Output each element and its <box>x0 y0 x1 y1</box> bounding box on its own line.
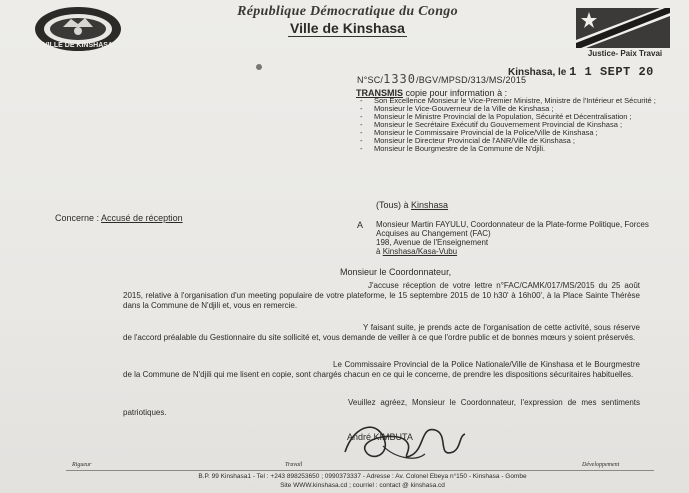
body-paragraph-1: J'accuse réception de votre lettre n°FAC/CAMK/017/MS/2015 du 25 août 2015, relative à l'organisation d'un meeting populaire de votre plateforme, le 15 septembre 2015 de 10 h30' à 16h00', à la Place Sainte Thérèse dans la Commune de N'djili et, vous en remercie. <box>123 281 640 310</box>
list-item: - Monsieur le Ministre Provincial de la Population, Sécurité et Décentralisation ; <box>356 113 656 121</box>
footer-motto-center: Travail <box>285 462 303 468</box>
date-stamp: 1 1 SEPT 20 <box>569 65 654 79</box>
city-title-text: Ville de Kinshasa <box>290 20 405 36</box>
concerne-line <box>55 213 183 223</box>
addressee-a: A <box>357 220 364 230</box>
city-seal-icon <box>33 5 123 53</box>
republic-title: République Démocratique du Congo <box>237 4 458 19</box>
drc-flag-icon <box>576 8 670 48</box>
transmis-text: copie pour information à : <box>405 88 508 98</box>
list-item: - Monsieur le Vice-Gouverneur de la Ville de Kinshasa ; <box>356 105 656 113</box>
list-item: - Monsieur le Commissaire Provincial de la Police/Ville de Kinshasa ; <box>356 129 656 137</box>
body-paragraph-4: Veuillez agréez, Monsieur le Coordonnateur, l'expression de mes sentiments patriotiques. <box>123 398 640 417</box>
list-item: - Monsieur le Bourgmestre de la Commune de N'djili. <box>356 145 656 153</box>
concerne-value: Accusé de réception <box>101 213 183 223</box>
list-item: - Monsieur le Secrétaire Exécutif du Gouvernement Provincial de Kinshasa ; <box>356 121 656 129</box>
footer-web: Site WWW.kinshasa.cd ; courriel : contact @ kinshasa.cd <box>280 482 445 489</box>
salutation: Monsieur le Coordonnateur, <box>340 267 452 277</box>
city-title <box>150 20 545 36</box>
transmis-label: TRANSMIS <box>356 88 403 98</box>
date-place: Kinshasa, le <box>508 67 567 78</box>
recipient-list <box>356 97 656 153</box>
addressee-place: Kinshasa/Kasa-Vubu <box>382 247 458 256</box>
tous-place: Kinshasa <box>411 200 449 210</box>
footer-address: B.P. 99 Kinshasa1 - Tel : +243 898253650 ; 0990373337 - Adresse : Av. Colonel Ebeya n°150 - Kinshasa - Gombe <box>198 473 527 480</box>
recipients-footer <box>376 200 448 210</box>
reference-prefix: N°SC/ <box>357 75 384 85</box>
reference-number: 1330 <box>383 72 417 86</box>
reference-suffix: /BGV/MPSD/313/MS/2015 <box>416 75 527 85</box>
date-line <box>508 65 654 79</box>
addressee-line2: 198, Avenue de l'Enseignement <box>376 238 489 247</box>
addressee-line3: à <box>376 247 381 256</box>
addressee-line1: Monsieur Martin FAYULU, Coordonnateur de la Plate-forme Politique, Forces Acquises au Changement (FAC) <box>376 220 649 238</box>
tous-label: (Tous) à <box>376 200 409 210</box>
body-paragraph-2: Y faisant suite, je prends acte de l'organisation de cette activité, sous réserve de l'accord préalable du Gestionnaire du site sollicité et, vous demande de veiller à ce que l'ordre public et de bonnes mœurs y soient préservés. <box>123 323 640 342</box>
logo-text: VILLE DE KINSHASA <box>42 42 114 49</box>
list-item: - Monsieur le Directeur Provincial de l'ANR/Ville de Kinshasa ; <box>356 137 656 145</box>
list-item: - Son Excellence Monsieur le Vice-Premier Ministre, Ministre de l'Intérieur et Sécurité ; <box>356 97 656 105</box>
addressee-place-line <box>376 247 656 256</box>
reference-line <box>357 72 526 86</box>
footer-divider <box>66 470 654 471</box>
footer-motto-right: Développement <box>582 462 620 468</box>
motto: Justice- Paix Travai <box>587 49 663 58</box>
footer-motto-left: Rigueur <box>72 462 92 468</box>
body-paragraph-3: Le Commissaire Provincial de la Police Nationale/Ville de Kinshasa et le Bourgmestre de la Commune de N'djili qui me lisent en copie, sont chargés chacun en ce qui le concerne, de prendre les dispositions sécuritaires habituelles. <box>123 360 640 379</box>
punch-dot <box>256 64 262 70</box>
concerne-label: Concerne : <box>55 213 100 223</box>
addressee-block <box>376 220 656 256</box>
signatory-name: André KIMBUTA <box>347 432 413 442</box>
